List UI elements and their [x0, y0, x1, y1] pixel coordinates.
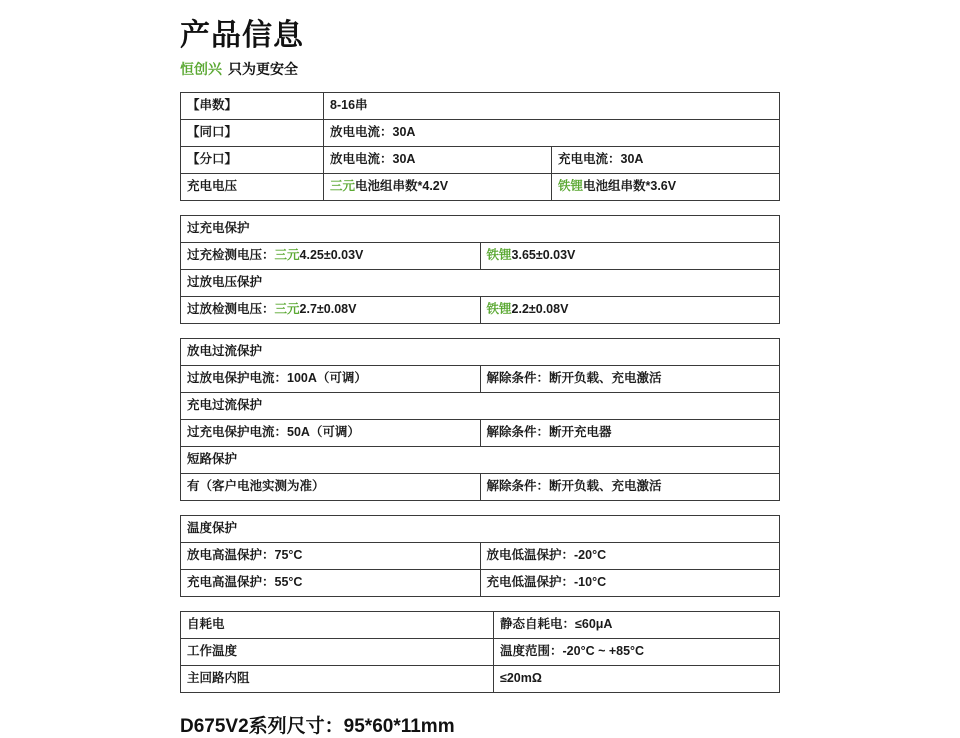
chemistry-tag-lifepo4: 铁锂: [558, 179, 584, 194]
table-row: [181, 393, 780, 420]
overcharge-detect-voltage-lifepo4: [480, 243, 780, 270]
charge-voltage-lifepo4: 电池组串数*3.6V: [583, 179, 677, 194]
row-value-2: 解除条件：断开负载、充电激活: [480, 474, 780, 501]
row-value: 8-16串: [324, 93, 780, 120]
section-title: 过放电压保护: [181, 270, 780, 297]
row-value-1: 过放电保护电流：100A（可调）: [181, 366, 481, 393]
label-text: 过充检测电压：: [187, 248, 275, 263]
section-title: 充电过流保护: [181, 393, 780, 420]
row-label: 【串数】: [181, 93, 324, 120]
row-value-1: 充电高温保护：55°C: [181, 570, 481, 597]
chemistry-tag-lifepo4: 铁锂: [486, 248, 512, 263]
row-value-1: 过充电保护电流：50A（可调）: [181, 420, 481, 447]
chemistry-tag-ternary: 三元: [274, 248, 300, 263]
basic-spec-table: [180, 92, 780, 201]
overcharge-detect-voltage: [181, 243, 481, 270]
section-title: 过充电保护: [181, 216, 780, 243]
row-value-2: 放电低温保护：-20°C: [480, 543, 780, 570]
table-row: [181, 297, 780, 324]
table-row: [181, 339, 780, 366]
charge-voltage-ternary: 电池组串数*4.2V: [355, 179, 449, 194]
value-text: 2.2±0.08V: [511, 302, 569, 317]
table-row: [181, 147, 780, 174]
row-value: ≤20mΩ: [494, 666, 780, 693]
value-text: 3.65±0.03V: [511, 248, 576, 263]
temperature-protection-table: [180, 515, 780, 597]
row-label: 主回路内阻: [181, 666, 494, 693]
chemistry-tag-ternary: 三元: [274, 302, 300, 317]
row-label: 自耗电: [181, 612, 494, 639]
tagline-text: 只为更安全: [228, 61, 298, 77]
section-title: 放电过流保护: [181, 339, 780, 366]
table-row: [181, 474, 780, 501]
row-value-1: 放电电流：30A: [324, 147, 552, 174]
table-row: [181, 420, 780, 447]
row-label: 【同口】: [181, 120, 324, 147]
page-title: 产品信息: [180, 19, 304, 52]
current-protection-table: [180, 338, 780, 501]
row-label: 充电电压: [181, 174, 324, 201]
chemistry-tag-lifepo4: 铁锂: [486, 302, 512, 317]
section-title: 短路保护: [181, 447, 780, 474]
row-label: 工作温度: [181, 639, 494, 666]
misc-spec-table: [180, 611, 780, 693]
table-row: [181, 366, 780, 393]
table-row: [181, 174, 780, 201]
overdischarge-detect-voltage: [181, 297, 481, 324]
table-row: [181, 639, 780, 666]
table-row: [181, 270, 780, 297]
table-row: [181, 543, 780, 570]
row-value-2: [552, 174, 780, 201]
table-row: [181, 666, 780, 693]
label-text: 过放检测电压：: [187, 302, 275, 317]
table-row: [181, 120, 780, 147]
table-row: [181, 516, 780, 543]
row-value: 放电电流：30A: [324, 120, 780, 147]
row-value-2: 充电电流：30A: [552, 147, 780, 174]
row-value-2: 解除条件：断开负载、充电激活: [480, 366, 780, 393]
table-row: [181, 243, 780, 270]
brand-name: 恒创兴: [180, 61, 222, 77]
row-label: 【分口】: [181, 147, 324, 174]
table-row: [181, 216, 780, 243]
section-title: 温度保护: [181, 516, 780, 543]
row-value-1: [324, 174, 552, 201]
table-row: [181, 570, 780, 597]
voltage-protection-table: [180, 215, 780, 324]
brand-tagline: [180, 60, 780, 78]
row-value-2: 充电低温保护：-10°C: [480, 570, 780, 597]
row-value-2: 解除条件：断开充电器: [480, 420, 780, 447]
row-value: 静态自耗电：≤60μA: [494, 612, 780, 639]
table-row: [181, 612, 780, 639]
table-row: [181, 93, 780, 120]
row-value-1: 有（客户电池实测为准）: [181, 474, 481, 501]
row-value: 温度范围：-20°C ~ +85°C: [494, 639, 780, 666]
value-text: 2.7±0.08V: [299, 302, 357, 317]
value-text: 4.25±0.03V: [299, 248, 364, 263]
table-row: [181, 447, 780, 474]
chemistry-tag-ternary: 三元: [330, 179, 356, 194]
dimensions-footer: D675V2系列尺寸：95*60*11mm: [180, 716, 455, 738]
row-value-1: 放电高温保护：75°C: [181, 543, 481, 570]
overdischarge-detect-voltage-lifepo4: [480, 297, 780, 324]
